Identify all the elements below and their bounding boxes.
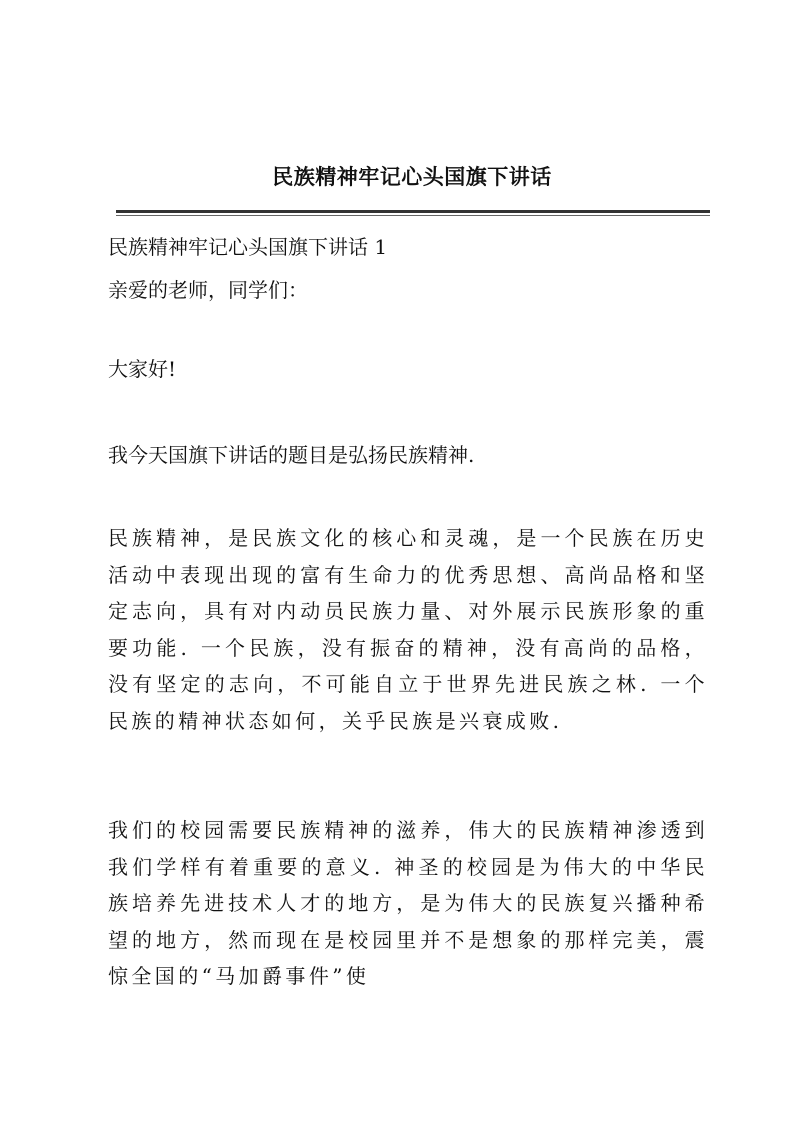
- paragraph-2: 我们的校园需要民族精神的滋养，伟大的民族精神渗透到我们学样有着重要的意义. 神圣的校园是为伟大的中华民族培养先进技术人才的地方，是为伟大的民族复兴播种希望的地方，然而现在是校园里并不是想象的那样完美，震惊全国的“马加爵事件”使: [108, 818, 708, 988]
- section-heading: 民族精神牢记心头国旗下讲话 1: [108, 235, 388, 259]
- topic-sentence: 我今天国旗下讲话的题目是弘扬民族精神.: [108, 443, 475, 467]
- document-title: 民族精神牢记心头国旗下讲话: [272, 164, 552, 189]
- salutation: 亲爱的老师，同学们：: [108, 278, 308, 302]
- paragraph-1: 民族精神，是民族文化的核心和灵魂，是一个民族在历史活动中表现出现的富有生命力的优秀思想、高尚品格和坚定志向，具有对内动员民族力量、对外展示民族形象的重要功能. 一个民族，没有振奋的精神，没有高尚的品格，没有坚定的志向，不可能自立于世界先进民族之林. 一个民族的精神状态如何，关乎民族是兴衰成败.: [108, 526, 708, 733]
- title-divider-thin: [116, 215, 710, 216]
- greeting: 大家好!: [108, 357, 177, 381]
- title-divider-thick: [116, 210, 710, 213]
